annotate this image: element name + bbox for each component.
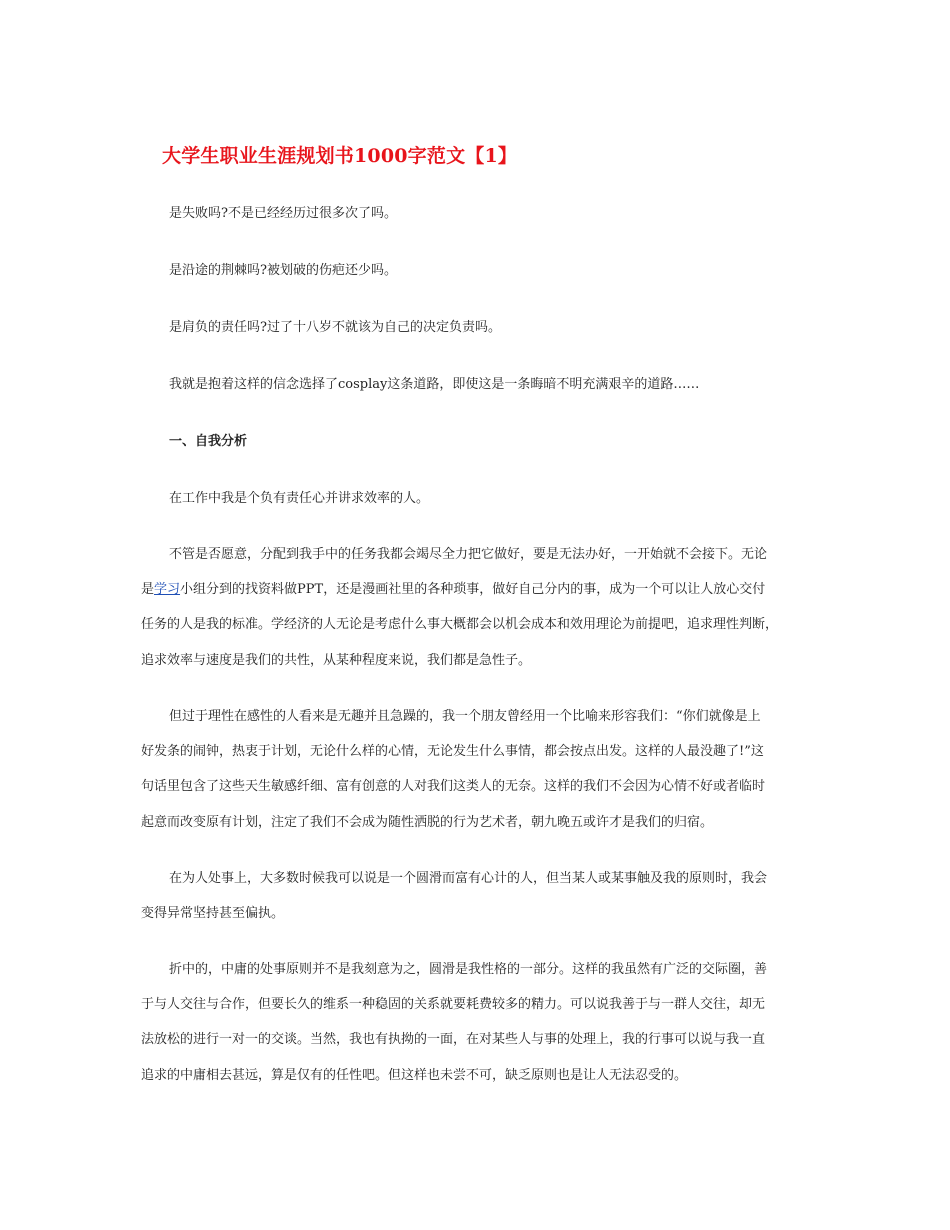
paragraph-line: 句话里包含了这些天生敏感纤细、富有创意的人对我们这类人的无奈。这样的我们不会因为心情不好或者临时 bbox=[141, 779, 766, 794]
paragraph-line: 于与人交往与合作，但要长久的维系一种稳固的关系就要耗费较多的精力。可以说我善于与一群人交往，却无 bbox=[141, 997, 766, 1012]
study-link[interactable]: 学习 bbox=[154, 582, 181, 597]
paragraph-line: 好发条的闹钟，热衷于计划，无论什么样的心情，无论发生什么事情，都会按点出发。这样的人最没趣了!”这 bbox=[141, 744, 764, 759]
intro-line: 我就是抱着这样的信念选择了cosplay这条道路，即使这是一条晦暗不明充满艰辛的道路…… bbox=[169, 377, 700, 392]
paragraph-line: 折中的，中庸的处事原则并不是我刻意为之，圆滑是我性格的一部分。这样的我虽然有广泛的交际圈，善 bbox=[169, 962, 768, 977]
intro-line: 是肩负的责任吗?过了十八岁不就该为自己的决定负责吗。 bbox=[169, 320, 501, 335]
paragraph-line: 变得异常坚持甚至偏执。 bbox=[141, 906, 285, 921]
intro-line: 是沿途的荆棘吗?被划破的伤疤还少吗。 bbox=[169, 263, 397, 278]
paragraph-line: 但过于理性在感性的人看来是无趣并且急躁的，我一个朋友曾经用一个比喻来形容我们：“你们就像是上 bbox=[169, 709, 761, 724]
paragraph-line: 起意而改变原有计划，注定了我们不会成为随性洒脱的行为艺术者，朝九晚五或许才是我们的归宿。 bbox=[141, 815, 714, 830]
text-fragment: 是 bbox=[141, 582, 155, 597]
document-title: 大学生职业生涯规划书1000字范文【1】 bbox=[162, 145, 518, 167]
paragraph-line: 追求的中庸相去甚远，算是仅有的任性吧。但这样也未尝不可，缺乏原则也是让人无法忍受的。 bbox=[141, 1068, 688, 1083]
paragraph-line bbox=[141, 582, 765, 598]
paragraph-line: 法放松的进行一对一的交谈。当然，我也有执拗的一面，在对某些人与事的处理上，我的行事可以说与我一直 bbox=[141, 1032, 766, 1047]
paragraph-line: 追求效率与速度是我们的共性，从某种程度来说，我们都是急性子。 bbox=[141, 653, 532, 668]
paragraph-line: 任务的人是我的标准。学经济的人无论是考虑什么事大概都会以机会成本和效用理论为前提吧，追求理性判断， bbox=[141, 617, 779, 632]
paragraph-line: 不管是否愿意，分配到我手中的任务我都会竭尽全力把它做好，要是无法办好，一开始就不会接下。无论 bbox=[169, 547, 768, 562]
intro-line: 是失败吗?不是已经经历过很多次了吗。 bbox=[169, 206, 397, 221]
text-fragment: 小组分到的找资料做PPT，还是漫画社里的各种琐事，做好自己分内的事，成为一个可以让人放心交付 bbox=[180, 582, 766, 597]
paragraph-line: 在工作中我是个负有责任心并讲求效率的人。 bbox=[169, 491, 430, 506]
section-heading: 一、自我分析 bbox=[169, 434, 248, 449]
paragraph-line: 在为人处事上，大多数时候我可以说是一个圆滑而富有心计的人，但当某人或某事触及我的原则时，我会 bbox=[169, 871, 768, 886]
